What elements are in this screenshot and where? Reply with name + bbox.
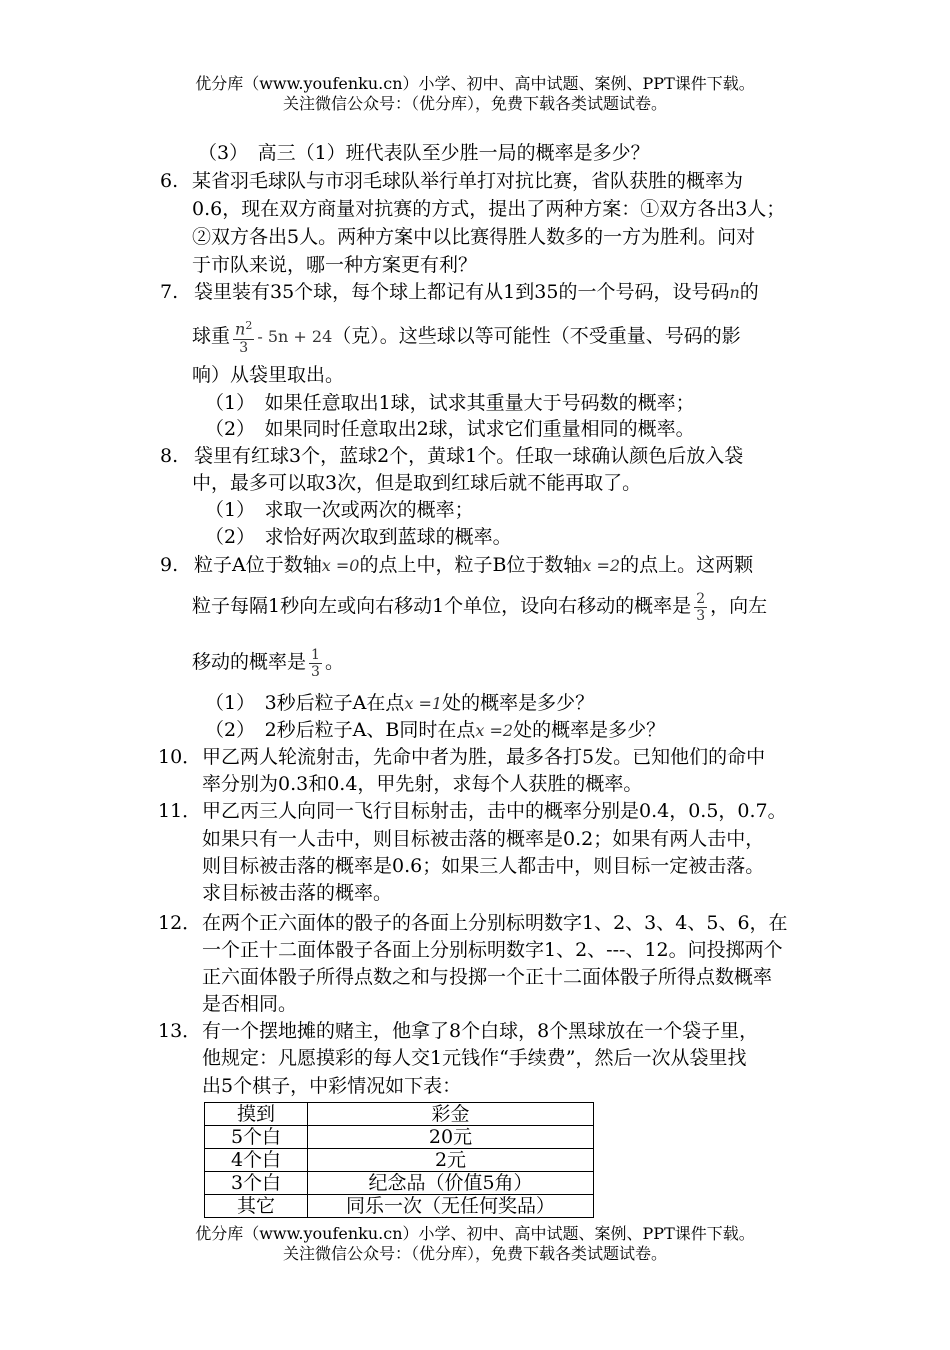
q13-line-1: 有一个摆地摊的赌主，他拿了8个白球，8个黑球放在一个袋子里， [202,1020,759,1042]
table-row [205,1126,594,1149]
q6-line-1: 某省羽毛球队与市羽毛球队举行单打对抗比赛，省队获胜的概率为 [192,170,744,192]
q6-number: 6. [160,170,179,192]
fraction-one-third: $\frac{1}{3}$ [311,646,320,680]
prize-table [204,1102,594,1218]
q10-line-1: 甲乙两人轮流射击，先命中者为胜，最多各打5发。已知他们的命中 [202,746,766,768]
header-line-2: 关注微信公众号：（优分库），免费下载各类试题试卷。 [282,94,667,113]
table-cell: 4个白 [205,1149,308,1172]
q9-line-3: 移动的概率是 $\frac{1}{3}$ 。 [192,646,344,680]
q6-line-2: 0.6，现在双方商量对抗赛的方式，提出了两种方案：①双方各出3人； [192,198,786,220]
q5-sub3: （3） 高三（1）班代表队至少胜一局的概率是多少？ [198,142,650,164]
q10-line-2: 率分别为0.3和0.4，甲先射，求每个人获胜的概率。 [202,773,643,795]
q12-line-2: 一个正十二面体骰子各面上分别标明数字1、2、---、12。问投掷两个 [202,939,783,961]
table-cell: 2元 [308,1149,594,1172]
q11-line-4: 求目标被击落的概率。 [202,882,393,904]
q6-line-4: 于市队来说，哪一种方案更有利？ [192,254,478,276]
q12-line-1: 在两个正六面体的骰子的各面上分别标明数字1、2、3、4、5、6，在 [202,912,788,934]
q9-number: 9. [160,554,179,576]
q13-number: 13． [158,1020,202,1042]
table-cell: 纪念品（价值5角） [308,1172,594,1195]
q9-line-2: 粒子每隔1秒向左或向右移动1个单位，设向右移动的概率是 $\frac{2}{3}$ ，向左 [192,590,768,624]
q13-line-3: 出5个棋子，中彩情况如下表： [202,1075,462,1097]
q8-number: 8. [160,445,179,467]
q8-line-1: 袋里有红球3个，蓝球2个，黄球1个。任取一球确认颜色后放入袋 [194,445,744,467]
var-n: n [729,283,740,302]
q12-line-3: 正六面体骰子所得点数之和与投掷一个正十二面体骰子所得点数概率 [202,966,773,988]
table-header-row [205,1103,594,1126]
table-cell: 20元 [308,1126,594,1149]
q11-line-1: 甲乙丙三人向同一飞行目标射击，击中的概率分别是0.4，0.5，0.7。 [202,800,787,822]
q11-line-3: 则目标被击落的概率是0.6；如果三人都击中，则目标一定被击落。 [202,855,765,877]
q8-sub2: （2） 求恰好两次取到蓝球的概率。 [205,526,512,548]
q12-number: 12． [158,912,202,934]
q7-line-3: 响）从袋里取出。 [192,364,345,386]
footer-line-2: 关注微信公众号：（优分库），免费下载各类试题试卷。 [282,1244,667,1263]
page-header [0,74,950,114]
q7-sub2: （2） 如果同时任意取出2球，试求它们重量相同的概率。 [205,418,695,440]
table-cell: 同乐一次（无任何奖品） [308,1195,594,1218]
table-row [205,1195,594,1218]
q9-sub2: （2） 2秒后粒子A、B同时在点x =2处的概率是多少？ [205,719,666,741]
q12-line-4: 是否相同。 [202,993,298,1015]
q11-number: 11． [158,800,202,822]
q6-line-3: ②双方各出5人。两种方案中以比赛得胜人数多的一方为胜利。问对 [192,226,756,248]
table-cell: 3个白 [205,1172,308,1195]
q13-line-2: 他规定：凡愿摸彩的每人交1元钱作“手续费”，然后一次从袋里找 [202,1047,747,1069]
q7-number: 7. [160,281,179,303]
table-header-cell: 彩金 [308,1103,594,1126]
page-footer [0,1224,950,1264]
table-header-cell: 摸到 [205,1103,308,1126]
footer-line-1: 优分库（www.youfenku.cn）小学、初中、高中试题、案例、PPT课件下载。 [195,1224,755,1243]
q7-sub1: （1） 如果任意取出1球，试求其重量大于号码数的概率； [205,392,695,414]
table-cell: 5个白 [205,1126,308,1149]
q10-number: 10． [158,746,202,768]
table-cell: 其它 [205,1195,308,1218]
q8-line-2: 中，最多可以取3次，但是取到红球后就不能再取了。 [192,472,642,494]
q8-sub1: （1） 求取一次或两次的概率； [205,499,474,521]
q7-line-1: 袋里装有35个球，每个球上都记有从1到35的一个号码，设号码n的 [194,281,759,303]
q9-sub1: （1） 3秒后粒子A在点x =1处的概率是多少？ [205,692,595,714]
q9-line-1: 粒子A位于数轴x =0的点上中，粒子B位于数轴x =2的点上。这两颗 [194,554,754,576]
q11-line-2: 如果只有一人击中，则目标被击落的概率是0.2；如果有两人击中， [202,828,765,850]
q7-line-2: 球重 $\frac{n^2}{3}$ - 5n + 24（克）。这些球以等可能性（不受重量、号码的影 [192,319,741,356]
table-row [205,1149,594,1172]
table-row [205,1172,594,1195]
weight-fraction: $\frac{n^2}{3}$ [235,319,253,356]
header-line-1: 优分库（www.youfenku.cn）小学、初中、高中试题、案例、PPT课件下载。 [195,74,755,93]
fraction-two-thirds: $\frac{2}{3}$ [696,590,706,624]
weight-expression: - 5n + 24 [257,327,333,346]
